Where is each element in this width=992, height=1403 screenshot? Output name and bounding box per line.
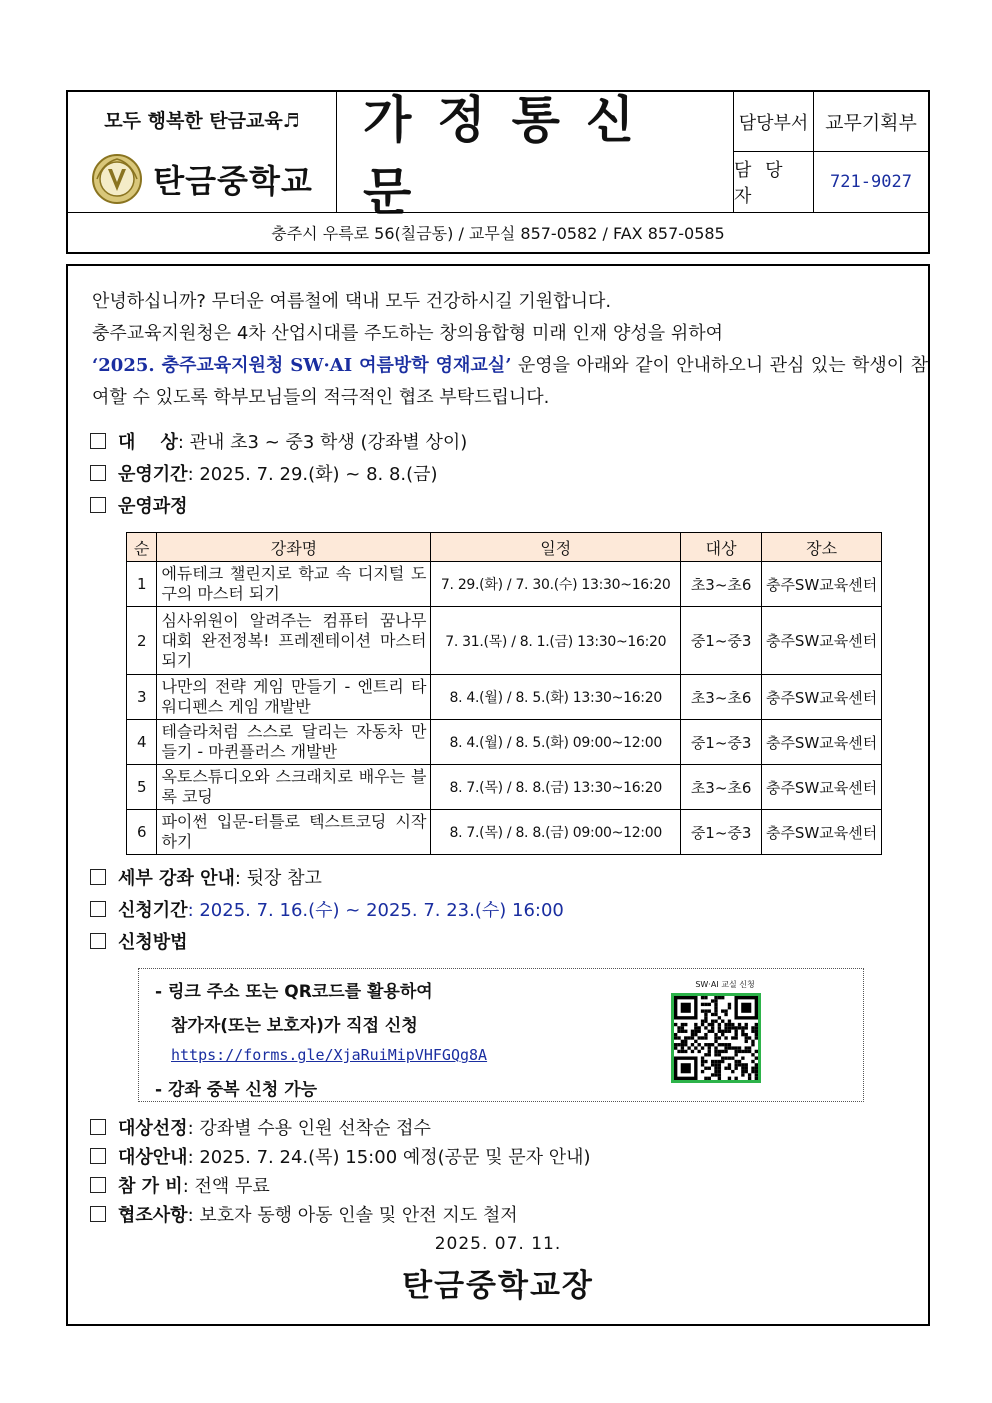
cell-place: 충주SW교육센터: [762, 562, 882, 607]
header-box: [66, 90, 930, 254]
checkbox-icon: [90, 933, 106, 949]
table-row: [127, 607, 882, 675]
checkbox-icon: [90, 901, 106, 917]
item-target: [90, 428, 467, 458]
cell-course-name: 파이썬 입문-터틀로 텍스트코딩 시작하기: [157, 810, 431, 855]
course-table: [126, 532, 882, 855]
cell-no: 4: [127, 720, 157, 765]
item-fee-value: : 전액 무료: [182, 1176, 270, 1197]
checkbox-icon: [90, 497, 106, 513]
intro-line-2: 충주교육지원청은 4차 산업시대를 주도하는 창의융합형 미래 인재 양성을 위하여: [92, 323, 724, 344]
item-target-label: 대 상: [118, 432, 178, 453]
item-apply-method: [90, 928, 188, 958]
cell-course-name: 테슬라처럼 스스로 달리는 자동차 만들기 - 마퀸플러스 개발반: [157, 720, 431, 765]
cell-target: 중1~중3: [681, 607, 762, 675]
cell-schedule: 8. 4.(월) / 8. 5.(화) 09:00~12:00: [431, 720, 681, 765]
cell-target: 중1~중3: [681, 720, 762, 765]
col-header-name: 강좌명: [157, 533, 431, 562]
body-frame: [66, 264, 930, 1326]
checkbox-icon: [90, 465, 106, 481]
school-emblem-icon: [91, 153, 143, 205]
table-row: [127, 675, 882, 720]
document-title: 가정통신문: [363, 91, 661, 221]
apply-line-2: 참가자(또는 보호자)가 직접 신청: [171, 1016, 418, 1036]
item-select-value: : 강좌별 수용 인원 선착순 접수: [187, 1118, 431, 1139]
item-period-label: 운영기간: [118, 464, 188, 485]
cell-place: 충주SW교육센터: [762, 720, 882, 765]
cell-no: 1: [127, 562, 157, 607]
apply-line-1: - 링크 주소 또는 QR코드를 활용하여: [155, 982, 433, 1002]
cell-place: 충주SW교육센터: [762, 765, 882, 810]
item-detail-value: : 뒷장 참고: [234, 868, 322, 889]
col-header-no: 순: [127, 533, 157, 562]
cell-course-name: 에듀테크 챌린지로 학교 속 디지털 도구의 마스터 되기: [157, 562, 431, 607]
checkbox-icon: [90, 433, 106, 449]
cell-course-name: 나만의 전략 게임 만들기 - 엔트리 타워디펜스 게임 개발반: [157, 675, 431, 720]
qr-code-icon: [674, 996, 758, 1080]
cell-target: 초3~초6: [681, 675, 762, 720]
item-detail: [90, 864, 322, 894]
checkbox-icon: [90, 869, 106, 885]
item-coop: [90, 1201, 518, 1231]
checkbox-icon: [90, 1119, 106, 1135]
item-course: [90, 492, 188, 522]
table-row: [127, 810, 882, 855]
cell-schedule: 7. 31.(목) / 8. 1.(금) 13:30~16:20: [431, 607, 681, 675]
item-fee-label: 참 가 비: [118, 1176, 183, 1197]
item-apply-period: [90, 896, 564, 926]
item-apply-method-label: 신청방법: [118, 932, 188, 953]
checkbox-icon: [90, 1177, 106, 1193]
cell-no: 5: [127, 765, 157, 810]
qr-caption: SW·AI 교실 신청: [695, 980, 755, 989]
item-coop-value: : 보호자 동행 아동 인솔 및 안전 지도 철저: [187, 1205, 518, 1226]
item-notice-value: : 2025. 7. 24.(목) 15:00 예정(공문 및 문자 안내): [187, 1147, 591, 1168]
apply-info-box: [138, 968, 864, 1102]
cell-no: 6: [127, 810, 157, 855]
cell-schedule: 8. 7.(목) / 8. 8.(금) 13:30~16:20: [431, 765, 681, 810]
table-row: [127, 720, 882, 765]
cell-no: 3: [127, 675, 157, 720]
col-header-schedule: 일정: [431, 533, 681, 562]
intro-line-3: 운영을 아래와 같이 안내하오니 관심 있는 학생이 참여할 수 있도록 학부모님들의 적극적인 협조 부탁드립니다.: [92, 355, 929, 408]
intro-paragraph: [92, 350, 928, 414]
cell-target: 중1~중3: [681, 810, 762, 855]
item-apply-period-label: 신청기간: [118, 900, 188, 921]
item-notice-label: 대상안내: [118, 1147, 188, 1168]
apply-form-link[interactable]: https://forms.gle/XjaRuiMipVHFGQg8A: [171, 1046, 488, 1064]
principal-signature: 탄금중학교장: [402, 1268, 594, 1304]
dept-label: 담당부서: [734, 92, 814, 152]
item-detail-label: 세부 강좌 안내: [118, 868, 235, 889]
person-label: 담 당 자: [734, 152, 814, 212]
person-phone: 721-9027: [830, 172, 912, 192]
col-header-place: 장소: [762, 533, 882, 562]
table-row: [127, 562, 882, 607]
cell-place: 충주SW교육센터: [762, 810, 882, 855]
item-apply-period-value: : 2025. 7. 16.(수) ~ 2025. 7. 23.(수) 16:00: [187, 900, 564, 921]
table-header-row: [127, 533, 882, 562]
cell-no: 2: [127, 607, 157, 675]
school-name: 탄금중학교: [153, 162, 313, 200]
school-address: 충주시 우륵로 56(칠금동) / 교무실 857-0582 / FAX 857-0585: [68, 212, 928, 252]
checkbox-icon: [90, 1206, 106, 1222]
item-course-label: 운영과정: [118, 496, 188, 517]
cell-schedule: 7. 29.(화) / 7. 30.(수) 13:30~16:20: [431, 562, 681, 607]
title-cell: [336, 91, 734, 221]
cell-target: 초3~초6: [681, 562, 762, 607]
item-coop-label: 협조사항: [118, 1205, 188, 1226]
cell-course-name: 심사위원이 알려주는 컴퓨터 꿈나무 대회 완전정복! 프레젠테이션 마스터 되기: [157, 607, 431, 675]
item-fee: [90, 1172, 270, 1202]
intro-line-1: 안녕하십니까? 무더운 여름철에 댁내 모두 건강하시길 기원합니다.: [92, 291, 612, 312]
table-row: [127, 765, 882, 810]
item-period-value: : 2025. 7. 29.(화) ~ 8. 8.(금): [187, 464, 438, 485]
apply-link-row: [171, 1045, 487, 1065]
cell-target: 초3~초6: [681, 765, 762, 810]
school-slogan: 모두 행복한 탄금교육♬: [104, 109, 300, 132]
program-title: ‘2025. 충주교육지원청 SW·AI 여름방학 영재교실’: [92, 355, 512, 376]
item-target-value: : 관내 초3 ~ 중3 학생 (강좌별 상이): [177, 432, 468, 453]
issue-date: 2025. 07. 11.: [434, 1234, 562, 1254]
col-header-target: 대상: [681, 533, 762, 562]
cell-place: 충주SW교육센터: [762, 607, 882, 675]
item-notice: [90, 1143, 591, 1173]
school-logo-row: [68, 146, 336, 212]
cell-schedule: 8. 7.(목) / 8. 8.(금) 09:00~12:00: [431, 810, 681, 855]
item-select-label: 대상선정: [118, 1118, 188, 1139]
qr-code-frame[interactable]: [671, 993, 761, 1083]
apply-line-3: - 강좌 중복 신청 가능: [155, 1080, 318, 1100]
cell-schedule: 8. 4.(월) / 8. 5.(화) 13:30~16:20: [431, 675, 681, 720]
item-period: [90, 460, 438, 490]
dept-value: 교무기획부: [814, 92, 928, 152]
item-select: [90, 1114, 431, 1144]
cell-course-name: 옥토스튜디오와 스크래치로 배우는 블록 코딩: [157, 765, 431, 810]
checkbox-icon: [90, 1148, 106, 1164]
cell-place: 충주SW교육센터: [762, 675, 882, 720]
